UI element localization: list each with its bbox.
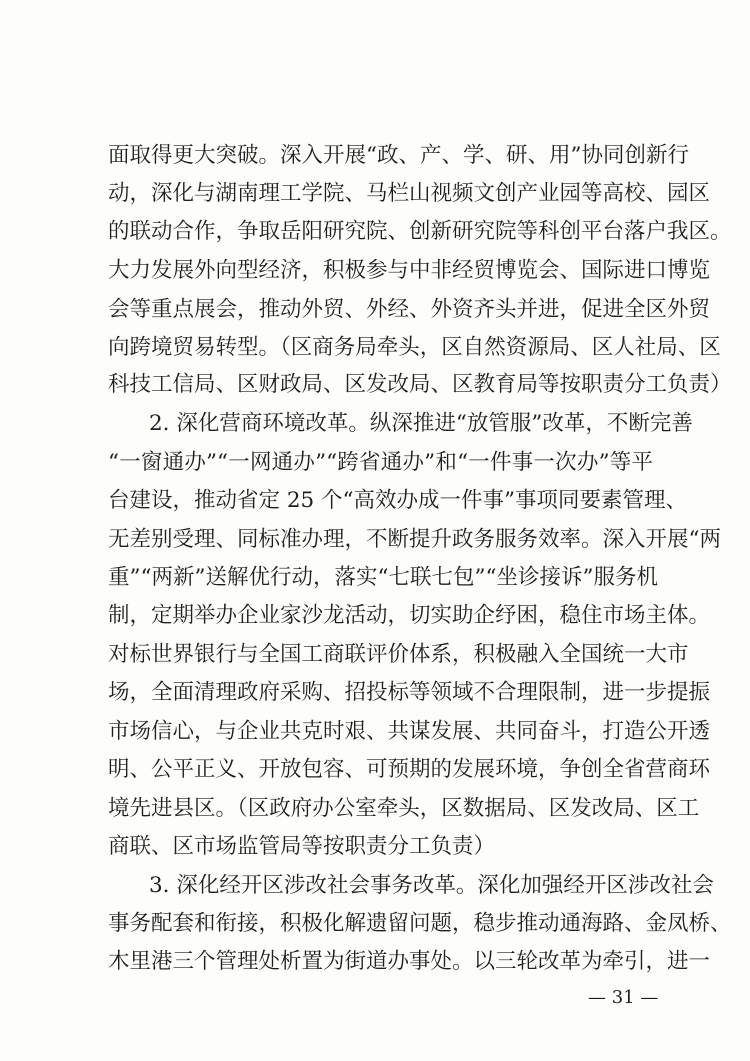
paragraph-start-line: 3. 深化经开区涉改社会事务改革。深化加强经开区涉改社会 <box>149 873 714 898</box>
text-line: 无差别受理、同标准办理，不断提升政务服务效率。深入开展“两 <box>108 527 721 552</box>
text-line: 境先进县区。（区政府办公室牵头，区数据局、区发改局、区工 <box>108 796 700 821</box>
text-line: 场，全面清理政府采购、招投标等领域不合理限制，进一步提振 <box>108 680 711 705</box>
text-line: 动，深化与湖南理工学院、马栏山视频文创产业园等高校、园区 <box>108 181 711 206</box>
text-line: 的联动合作，争取岳阳研究院、创新研究院等科创平台落户我区。 <box>108 219 732 244</box>
text-line: 市场信心，与企业共克时艰、共谋发展、共同奋斗，打造公开透 <box>108 719 711 744</box>
text-line: 科技工信局、区财政局、区发改局、区教育局等按职责分工负责） <box>108 372 732 397</box>
paragraph-end-line: 商联、区市场监管局等按职责分工负责） <box>108 834 496 859</box>
text-line: 台建设，推动省定 25 个“高效办成一件事”事项同要素管理、 <box>108 488 688 513</box>
text-line: 明、公平正义、开放包容、可预期的发展环境，争创全省营商环 <box>108 757 711 782</box>
text-line: 向跨境贸易转型。（区商务局牵头，区自然资源局、区人社局、区 <box>108 335 721 360</box>
page-number: — 31 — <box>588 987 659 1008</box>
text-line: 事务配套和衔接，积极化解遗留问题，稳步推动通海路、金凤桥、 <box>108 911 732 936</box>
text-line: 大力发展外向型经济，积极参与中非经贸博览会、国际进口博览 <box>108 258 711 283</box>
text-line: “一窗通办”“一网通办”“跨省通办”和“一件事一次办”等平 <box>108 450 653 475</box>
text-line: 会等重点展会，推动外贸、外经、外资齐头并进，促进全区外贸 <box>108 297 711 322</box>
text-line: 对标世界银行与全国工商联评价体系，积极融入全国统一大市 <box>108 642 689 667</box>
text-line: 面取得更大突破。深入开展“政、产、学、研、用”协同创新行 <box>108 143 689 168</box>
text-line: 木里港三个管理处析置为街道办事处。以三轮改革为牵引，进一 <box>108 949 711 974</box>
text-line: 制，定期举办企业家沙龙活动，切实助企纾困，稳住市场主体。 <box>108 603 711 628</box>
paragraph-start-line: 2. 深化营商环境改革。纵深推进“放管服”改革，不断完善 <box>149 411 693 436</box>
text-line: 重”“两新”送解优行动，落实“七联七包”“坐诊接诉”服务机 <box>108 565 658 590</box>
